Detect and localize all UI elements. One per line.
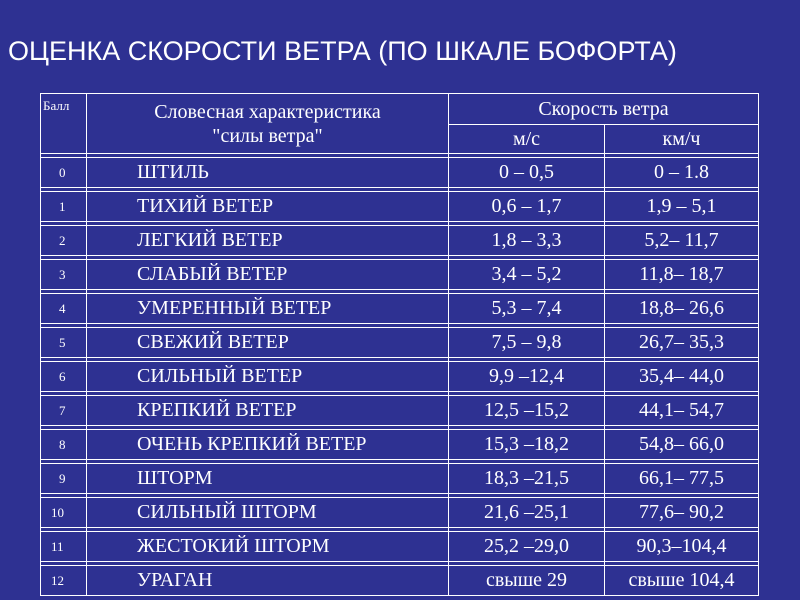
- header-description: [87, 94, 449, 154]
- header-unit-ms: м/с: [449, 125, 605, 154]
- description-cell: СИЛЬНЫЙ ВЕТЕР: [87, 362, 449, 392]
- speed-ms-cell: свыше 29: [449, 566, 605, 596]
- table-row: [41, 192, 759, 222]
- ball-cell: 8: [41, 430, 87, 460]
- description-cell: УРАГАН: [87, 566, 449, 596]
- table-row: [41, 532, 759, 562]
- speed-ms-cell: 7,5 – 9,8: [449, 328, 605, 358]
- speed-kmh-cell: 66,1– 77,5: [605, 464, 759, 494]
- table-row: [41, 226, 759, 256]
- speed-kmh-cell: 77,6– 90,2: [605, 498, 759, 528]
- table-row: [41, 566, 759, 596]
- speed-ms-cell: 5,3 – 7,4: [449, 294, 605, 324]
- ball-cell: 12: [41, 566, 87, 596]
- table-row: [41, 328, 759, 358]
- speed-ms-cell: 15,3 –18,2: [449, 430, 605, 460]
- speed-ms-cell: 21,6 –25,1: [449, 498, 605, 528]
- speed-kmh-cell: 44,1– 54,7: [605, 396, 759, 426]
- description-cell: ОЧЕНЬ КРЕПКИЙ ВЕТЕР: [87, 430, 449, 460]
- ball-cell: 2: [41, 226, 87, 256]
- header-wind-speed: Скорость ветра: [449, 94, 759, 125]
- header-ball: Балл: [41, 94, 87, 154]
- speed-kmh-cell: 54,8– 66,0: [605, 430, 759, 460]
- description-cell: СВЕЖИЙ ВЕТЕР: [87, 328, 449, 358]
- ball-cell: 10: [41, 498, 87, 528]
- speed-ms-cell: 12,5 –15,2: [449, 396, 605, 426]
- ball-cell: 3: [41, 260, 87, 290]
- speed-kmh-cell: 18,8– 26,6: [605, 294, 759, 324]
- speed-ms-cell: 18,3 –21,5: [449, 464, 605, 494]
- ball-cell: 6: [41, 362, 87, 392]
- speed-ms-cell: 0 – 0,5: [449, 158, 605, 188]
- description-cell: СИЛЬНЫЙ ШТОРМ: [87, 498, 449, 528]
- table-row: [41, 430, 759, 460]
- table-row: [41, 362, 759, 392]
- description-cell: ШТОРМ: [87, 464, 449, 494]
- ball-cell: 5: [41, 328, 87, 358]
- table-row: [41, 464, 759, 494]
- description-cell: СЛАБЫЙ ВЕТЕР: [87, 260, 449, 290]
- header-unit-kmh: км/ч: [605, 125, 759, 154]
- speed-kmh-cell: свыше 104,4: [605, 566, 759, 596]
- header-description-line1: Словесная характеристика: [154, 100, 381, 123]
- ball-cell: 7: [41, 396, 87, 426]
- ball-cell: 0: [41, 158, 87, 188]
- speed-kmh-cell: 1,9 – 5,1: [605, 192, 759, 222]
- slide-title: ОЦЕНКА СКОРОСТИ ВЕТРА (ПО ШКАЛЕ БОФОРТА): [8, 36, 677, 66]
- description-cell: ТИХИЙ ВЕТЕР: [87, 192, 449, 222]
- speed-ms-cell: 0,6 – 1,7: [449, 192, 605, 222]
- speed-kmh-cell: 26,7– 35,3: [605, 328, 759, 358]
- ball-cell: 11: [41, 532, 87, 562]
- ball-cell: 4: [41, 294, 87, 324]
- speed-kmh-cell: 0 – 1.8: [605, 158, 759, 188]
- speed-kmh-cell: 90,3–104,4: [605, 532, 759, 562]
- table-row: [41, 396, 759, 426]
- speed-ms-cell: 25,2 –29,0: [449, 532, 605, 562]
- speed-ms-cell: 1,8 – 3,3: [449, 226, 605, 256]
- beaufort-scale-table: [40, 93, 759, 596]
- ball-cell: 9: [41, 464, 87, 494]
- description-cell: УМЕРЕННЫЙ ВЕТЕР: [87, 294, 449, 324]
- ball-cell: 1: [41, 192, 87, 222]
- table-header-row: [41, 94, 759, 125]
- speed-kmh-cell: 5,2– 11,7: [605, 226, 759, 256]
- description-cell: ЛЕГКИЙ ВЕТЕР: [87, 226, 449, 256]
- description-cell: КРЕПКИЙ ВЕТЕР: [87, 396, 449, 426]
- speed-ms-cell: 9,9 –12,4: [449, 362, 605, 392]
- table-row: [41, 260, 759, 290]
- speed-kmh-cell: 35,4– 44,0: [605, 362, 759, 392]
- header-description-line2: "силы ветра": [212, 124, 323, 147]
- speed-ms-cell: 3,4 – 5,2: [449, 260, 605, 290]
- table-row: [41, 158, 759, 188]
- description-cell: ЖЕСТОКИЙ ШТОРМ: [87, 532, 449, 562]
- table-row: [41, 294, 759, 324]
- speed-kmh-cell: 11,8– 18,7: [605, 260, 759, 290]
- description-cell: ШТИЛЬ: [87, 158, 449, 188]
- table-row: [41, 498, 759, 528]
